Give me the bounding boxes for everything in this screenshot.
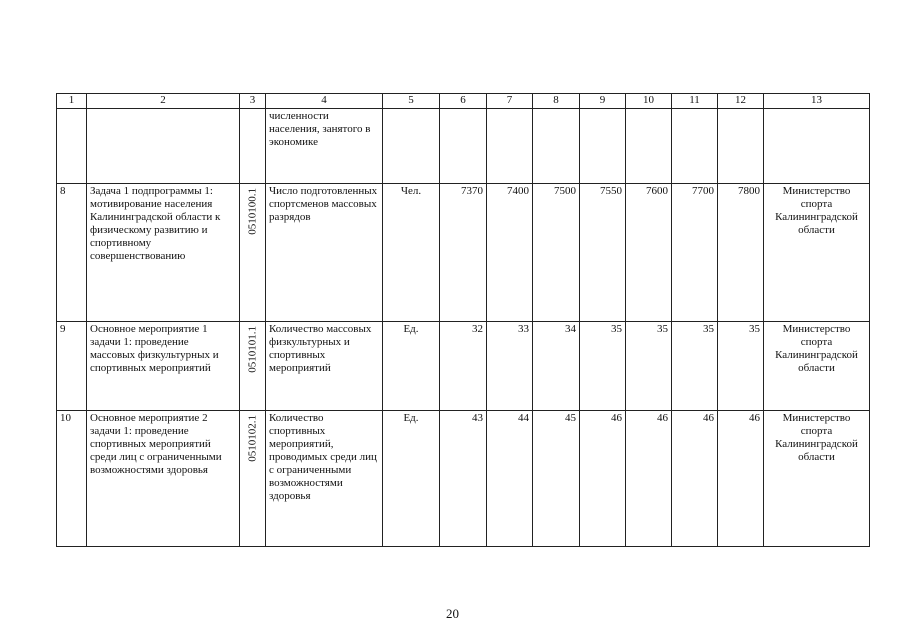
row-number (57, 109, 87, 184)
table-row (57, 322, 870, 411)
page-number: 20 (446, 606, 459, 621)
header-cell: 13 (764, 94, 870, 109)
row-indicator: Число подготовленных спортсменов массовых разрядов (266, 184, 383, 322)
header-cell: 12 (718, 94, 764, 109)
row-value (626, 109, 672, 184)
row-name: Основное мероприятие 1 задачи 1: проведение массовых физкультурных и спортивных мероприятий (87, 322, 240, 411)
row-value: 33 (487, 322, 533, 411)
header-cell: 1 (57, 94, 87, 109)
row-value: 45 (533, 411, 580, 547)
row-name: Задача 1 подпрограммы 1: мотивирование населения Калининградской области к физическому развитию и спортивному совершенствованию (87, 184, 240, 322)
row-code: 0510101.1 (240, 322, 266, 411)
row-number: 8 (57, 184, 87, 322)
row-value: 7370 (440, 184, 487, 322)
row-value: 34 (533, 322, 580, 411)
row-indicator: Количество массовых физкультурных и спортивных мероприятий (266, 322, 383, 411)
table-row (57, 184, 870, 322)
header-row (57, 94, 870, 109)
row-value: 46 (580, 411, 626, 547)
table-row (57, 411, 870, 547)
header-cell: 7 (487, 94, 533, 109)
row-responsible: Министерство спорта Калининградской области (764, 411, 870, 547)
header-cell: 11 (672, 94, 718, 109)
row-value: 7500 (533, 184, 580, 322)
row-responsible: Министерство спорта Калининградской области (764, 322, 870, 411)
row-value: 7800 (718, 184, 764, 322)
row-number: 9 (57, 322, 87, 411)
row-value: 7400 (487, 184, 533, 322)
row-value: 43 (440, 411, 487, 547)
row-indicator: численности населения, занятого в экономике (266, 109, 383, 184)
row-value: 35 (672, 322, 718, 411)
row-value: 35 (580, 322, 626, 411)
row-code: 0510102.1 (240, 411, 266, 547)
row-value: 35 (718, 322, 764, 411)
header-cell: 4 (266, 94, 383, 109)
row-value: 7550 (580, 184, 626, 322)
row-value: 35 (626, 322, 672, 411)
row-name: Основное мероприятие 2 задачи 1: проведение спортивных мероприятий среди лиц с ограниченными возможностями здоровья (87, 411, 240, 547)
table-row (57, 109, 870, 184)
header-cell: 5 (383, 94, 440, 109)
row-value (440, 109, 487, 184)
row-unit: Чел. (383, 184, 440, 322)
row-responsible (764, 109, 870, 184)
row-value (487, 109, 533, 184)
row-value: 46 (718, 411, 764, 547)
header-cell: 8 (533, 94, 580, 109)
header-cell: 2 (87, 94, 240, 109)
row-value: 7600 (626, 184, 672, 322)
row-value: 44 (487, 411, 533, 547)
header-cell: 6 (440, 94, 487, 109)
header-cell: 10 (626, 94, 672, 109)
row-unit: Ед. (383, 411, 440, 547)
header-cell: 9 (580, 94, 626, 109)
row-value (580, 109, 626, 184)
row-indicator: Количество спортивных мероприятий, проводимых среди лиц с ограниченными возможностями здоровья (266, 411, 383, 547)
row-value: 46 (626, 411, 672, 547)
header-cell: 3 (240, 94, 266, 109)
row-value (533, 109, 580, 184)
row-value: 46 (672, 411, 718, 547)
row-unit: Ед. (383, 322, 440, 411)
indicators-table (56, 93, 870, 547)
row-value: 32 (440, 322, 487, 411)
row-name (87, 109, 240, 184)
row-responsible: Министерство спорта Калининградской области (764, 184, 870, 322)
row-value (718, 109, 764, 184)
row-code: 0510100.1 (240, 184, 266, 322)
row-unit (383, 109, 440, 184)
row-code (240, 109, 266, 184)
row-value (672, 109, 718, 184)
row-value: 7700 (672, 184, 718, 322)
row-number: 10 (57, 411, 87, 547)
